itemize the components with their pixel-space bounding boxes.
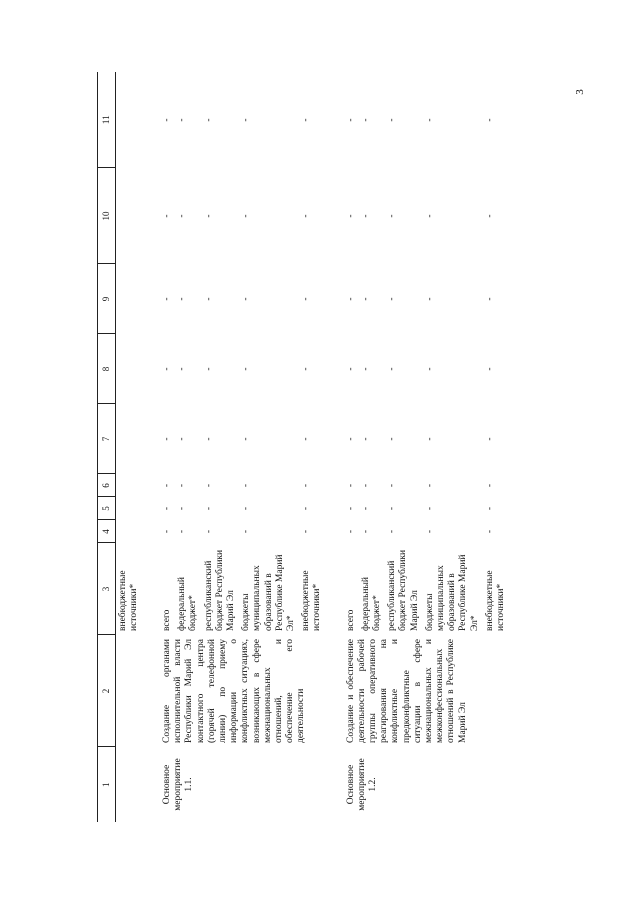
value-cell: - (387, 506, 398, 511)
value-cell: - (241, 118, 252, 122)
value-cell: - (241, 297, 252, 301)
value-cell: - (424, 297, 435, 301)
event-description-cell (115, 635, 160, 747)
value-cell: - (360, 437, 371, 441)
value-cell: - (387, 297, 398, 301)
funding-source-cell: бюджеты муниципальных образований в Республике Марий Эл* (241, 554, 297, 631)
funding-source-cell: бюджеты муниципальных образований в Республике Марий Эл* (424, 554, 480, 631)
value-cell: - (424, 437, 435, 441)
value-cell: - (301, 297, 312, 301)
value-cell: - (387, 367, 398, 371)
value-cell: - (360, 297, 371, 301)
event-code-cell (115, 747, 160, 822)
value-cell: - (177, 483, 188, 488)
value-cell: - (424, 483, 435, 488)
value-cell: - (424, 367, 435, 371)
value-cell: - (484, 214, 495, 218)
column-header: 9 (98, 264, 116, 334)
value-cell: - (203, 529, 214, 534)
value-cell: - (360, 118, 371, 122)
funding-source-cell: всего (345, 609, 356, 631)
value-cell: - (177, 437, 188, 441)
value-cell: - (387, 214, 398, 218)
column-header: 8 (98, 334, 116, 404)
table-row (115, 72, 160, 822)
page-number: 3 (573, 89, 586, 95)
column-header: 2 (98, 635, 116, 747)
event-code-cell: Основное мероприятие 1.2. (345, 758, 379, 811)
value-cell: - (177, 529, 188, 534)
value-cell: - (387, 118, 398, 122)
value-cell: - (360, 483, 371, 488)
funding-table (97, 72, 509, 822)
funding-source-cell: внебюджетные источники* (301, 570, 323, 631)
value-cell: - (301, 529, 312, 534)
funding-source-cell: федеральный бюджет* (177, 577, 199, 631)
value-cell: - (241, 437, 252, 441)
value-cell: - (484, 367, 495, 371)
value-cell: - (484, 297, 495, 301)
value-cell: - (162, 437, 173, 441)
value-cell: - (162, 214, 173, 218)
funding-source-cell: всего (162, 609, 173, 631)
value-cell: - (162, 506, 173, 511)
value-cell: - (301, 214, 312, 218)
value-cell: - (387, 529, 398, 534)
value-cell: - (203, 437, 214, 441)
value-cell: - (301, 483, 312, 488)
value-cell: - (162, 529, 173, 534)
value-cell: - (360, 214, 371, 218)
value-cell: - (177, 297, 188, 301)
value-cell: - (484, 506, 495, 511)
rotated-page-content (97, 72, 517, 822)
column-header: 5 (98, 497, 116, 520)
value-cell: - (301, 437, 312, 441)
value-cell: - (345, 297, 356, 301)
value-cell: - (345, 437, 356, 441)
value-cell: - (241, 483, 252, 488)
column-header: 1 (98, 747, 116, 822)
funding-source-cell: внебюджетные источники* (117, 570, 139, 631)
value-cell: - (301, 367, 312, 371)
value-cell: - (424, 529, 435, 534)
funding-source-cell: республиканский бюджет Республики Марий Эл (387, 549, 420, 631)
funding-source-cell: федеральный бюджет* (360, 577, 383, 631)
value-cell: - (484, 483, 495, 488)
value-cell: - (241, 214, 252, 218)
value-cell: - (162, 297, 173, 301)
value-cell: - (203, 297, 214, 301)
column-header: 3 (98, 543, 116, 635)
value-cell: - (162, 367, 173, 371)
value-cell: - (345, 118, 356, 122)
value-cell: - (424, 118, 435, 122)
event-description-cell: Создание и обеспечение деятельности рабочей группы оперативного реагирования на конфликтные и предконфликтные ситуации в сфере межнациональных и межконфессиональных отношений в Республике Марий Эл (345, 639, 468, 743)
value-cell: - (360, 367, 371, 371)
value-cell: - (177, 506, 188, 511)
table-header-row (98, 72, 116, 822)
value-cell: - (424, 506, 435, 511)
value-cell: - (241, 506, 252, 511)
value-cell: - (345, 367, 356, 371)
funding-source-cell: республиканский бюджет Республики Марий Эл (203, 549, 237, 631)
value-cell: - (203, 118, 214, 122)
value-cell: - (345, 214, 356, 218)
value-cell: - (203, 506, 214, 511)
value-cell: - (241, 529, 252, 534)
value-cell: - (424, 214, 435, 218)
column-header: 10 (98, 168, 116, 264)
value-cell: - (177, 367, 188, 371)
value-cell: - (162, 483, 173, 488)
column-header: 7 (98, 404, 116, 474)
value-cell: - (177, 214, 188, 218)
value-cell: - (301, 506, 312, 511)
table-row (344, 72, 359, 822)
value-cell: - (177, 118, 188, 122)
value-cell: - (345, 506, 356, 511)
column-header: 6 (98, 474, 116, 497)
value-cell: - (484, 529, 495, 534)
event-code-cell: Основное мероприятие 1.1. (162, 758, 195, 811)
value-cell: - (484, 118, 495, 122)
funding-source-cell: внебюджетные источники* (484, 570, 507, 631)
value-cell: - (484, 437, 495, 441)
value-cell: - (203, 483, 214, 488)
value-cell: - (301, 118, 312, 122)
table-row (160, 72, 175, 822)
value-cell: - (360, 529, 371, 534)
value-cell: - (345, 529, 356, 534)
value-cell: - (345, 483, 356, 488)
value-cell: - (360, 506, 371, 511)
column-header: 4 (98, 520, 116, 543)
value-cell: - (162, 118, 173, 122)
value-cell: - (203, 367, 214, 371)
value-cell: - (241, 367, 252, 371)
value-cell: - (387, 483, 398, 488)
value-cell: - (387, 437, 398, 441)
column-header: 11 (98, 72, 116, 168)
value-cell: - (203, 214, 214, 218)
event-description-cell: Создание органами исполнительной власти Республики Марий Эл контактного центра (горячей телефонной линии) по приему информации о конфликтных ситуациях, возникающих в сфере межнациональных отношений, и обеспечение его деятельности (162, 639, 307, 743)
